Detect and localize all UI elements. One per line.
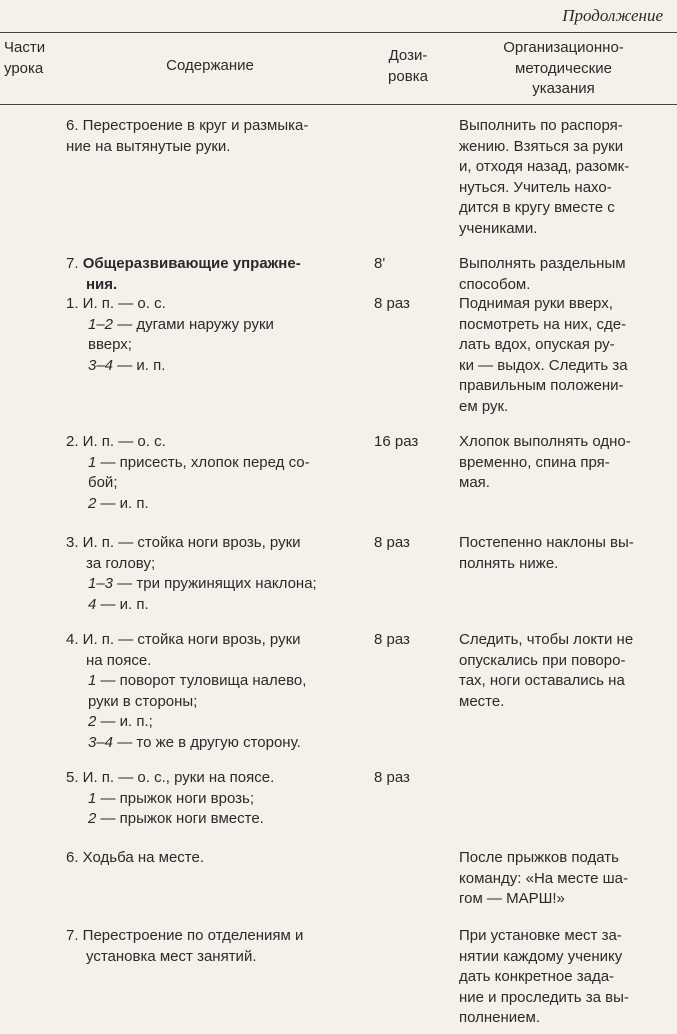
note-line: команду: «На месте ша-: [459, 869, 629, 887]
step-text: — то же в другую сторону.: [113, 733, 301, 751]
note-line: тах, ноги оставались на: [459, 672, 625, 689]
step-number: 1: [88, 789, 97, 807]
row-dose: [374, 254, 444, 275]
header-line: Организационно-: [503, 39, 624, 56]
note-line: ние и проследить за вы-: [459, 988, 629, 1006]
content-line: 3. И. п. — стойка ноги врозь, руки: [66, 534, 301, 551]
content-step: [66, 356, 356, 377]
step-number: 4: [88, 595, 97, 613]
dose-value: 8 раз: [374, 534, 410, 551]
content-step: [66, 809, 356, 830]
row-dose: [374, 432, 444, 453]
header-line: указания: [532, 80, 595, 97]
content-step: [66, 315, 356, 336]
row-dose: [374, 533, 444, 554]
content-step: [66, 671, 356, 692]
step-text: бой;: [88, 474, 118, 491]
content-line: на поясе.: [86, 651, 152, 669]
row-content: [66, 432, 356, 514]
note-line: и, отходя назад, разомк-: [459, 158, 630, 175]
content-step: [66, 595, 356, 616]
note-line: нятии каждому ученику: [459, 947, 623, 965]
row-content: [66, 533, 356, 615]
row-content: [66, 254, 356, 295]
note-line: учениками.: [459, 219, 538, 237]
step-text: — дугами наружу руки: [113, 315, 274, 333]
content-line: за голову;: [86, 554, 156, 572]
row-notes: [459, 533, 663, 574]
note-line: Выполнять раздельным: [459, 255, 626, 272]
header-dosage: [372, 46, 444, 87]
note-line: дится в кругу вместе с: [459, 199, 615, 216]
content-step: [66, 712, 356, 733]
row-notes: [459, 630, 663, 712]
note-line: гом — МАРШ!»: [459, 890, 565, 907]
step-text: — прыжок ноги вместе.: [96, 810, 264, 827]
note-line: При установке мест за-: [459, 927, 622, 944]
step-text: — поворот туловища налево,: [96, 672, 307, 689]
note-line: мая.: [459, 474, 490, 491]
row-notes: [459, 926, 663, 1029]
section-title: Общеразвивающие упражне-: [82, 255, 301, 272]
dose-value: 8': [374, 255, 386, 272]
note-line: дать конкретное зада-: [459, 968, 615, 985]
dose-value: 8 раз: [374, 295, 410, 312]
step-number: 3–4: [88, 356, 114, 374]
step-number: 1: [88, 453, 97, 471]
note-line: Постепенно наклоны вы-: [459, 534, 634, 551]
note-line: нуться. Учитель нахо-: [459, 178, 612, 196]
content-line: 1. И. п. — о. с.: [66, 295, 166, 312]
header-line: Дози-: [388, 47, 428, 64]
dose-value: 16 раз: [374, 433, 419, 450]
header-line: методические: [515, 59, 612, 77]
content-line: 7. Перестроение по отделениям и: [66, 927, 304, 944]
step-text: — и. п.: [96, 595, 149, 613]
note-line: лать вдох, опуская ру-: [459, 336, 615, 353]
step-text: — прыжок ноги врозь;: [96, 789, 255, 807]
step-number: 1–3: [88, 575, 114, 592]
content-line: 6. Перестроение в круг и размыка-: [66, 117, 309, 134]
row-dose: [374, 630, 444, 651]
note-line: Хлопок выполнять одно-: [459, 433, 631, 450]
section-title-cont: ния.: [86, 275, 118, 293]
step-text: руки в стороны;: [88, 692, 198, 710]
content-line: 5. И. п. — о. с., руки на поясе.: [66, 769, 275, 786]
table-top-rule: [0, 32, 677, 33]
note-line: временно, спина пря-: [459, 453, 610, 471]
note-line: опускались при поворо-: [459, 651, 626, 669]
row-dose: [374, 768, 444, 789]
row-content: [66, 116, 356, 157]
note-line: ки — выдох. Следить за: [459, 356, 628, 374]
header-guidelines: [456, 38, 671, 100]
header-line: урока: [4, 59, 44, 77]
content-step: [66, 733, 356, 754]
continued-label: Продолжение: [562, 6, 663, 25]
note-line: правильным положени-: [459, 377, 624, 394]
step-number: 1: [88, 672, 97, 689]
content-step: [66, 494, 356, 515]
note-line: способом.: [459, 275, 531, 293]
header-bottom-rule: [0, 104, 677, 105]
content-line: установка мест занятий.: [86, 947, 257, 965]
note-line: полнять ниже.: [459, 554, 559, 572]
row-dose: [374, 294, 444, 315]
note-line: посмотреть на них, сде-: [459, 315, 627, 333]
step-number: 2: [88, 713, 97, 730]
note-line: После прыжков подать: [459, 849, 619, 866]
step-text: — и. п.: [96, 494, 149, 512]
row-content: [66, 848, 356, 869]
row-notes: [459, 294, 663, 417]
header-line: ровка: [388, 67, 428, 85]
content-step: [66, 473, 356, 494]
note-line: Поднимая руки вверх,: [459, 295, 613, 312]
note-line: Следить, чтобы локти не: [459, 631, 634, 648]
header-line: Части: [4, 39, 46, 56]
content-step: [66, 453, 356, 474]
step-number: 2: [88, 494, 97, 512]
row-content: [66, 768, 356, 830]
step-number: 1–2: [88, 315, 114, 333]
note-line: Выполнить по распоря-: [459, 117, 623, 134]
step-number: 3–4: [88, 733, 114, 751]
step-text: — три пружинящих наклона;: [113, 575, 317, 592]
step-text: — и. п.: [113, 356, 166, 374]
dose-value: 8 раз: [374, 769, 410, 786]
row-notes: [459, 848, 663, 910]
content-line: 6. Ходьба на месте.: [66, 849, 205, 866]
header-content: Содержание: [166, 57, 254, 74]
content-line: 2. И. п. — о. с.: [66, 433, 166, 450]
row-content: [66, 630, 356, 753]
note-line: месте.: [459, 692, 505, 710]
content-step: [66, 574, 356, 595]
content-step: [66, 692, 356, 713]
dose-value: 8 раз: [374, 631, 410, 648]
header-lesson-parts: [4, 38, 58, 79]
content-line: ние на вытянутые руки.: [66, 137, 231, 155]
note-line: полнением.: [459, 1009, 540, 1026]
content-line: [66, 275, 356, 296]
content-line: 4. И. п. — стойка ноги врозь, руки: [66, 631, 301, 648]
content-step: [66, 789, 356, 810]
note-line: ем рук.: [459, 397, 509, 415]
row-content: [66, 294, 356, 376]
content-line: 7. Общеразвивающие упражне-: [66, 255, 301, 272]
row-notes: [459, 432, 663, 494]
content-step: [66, 335, 356, 356]
step-text: — присесть, хлопок перед со-: [96, 453, 310, 471]
row-notes: [459, 254, 663, 295]
note-line: жению. Взяться за руки: [459, 137, 624, 155]
step-number: 2: [88, 810, 97, 827]
row-notes: [459, 116, 663, 239]
step-text: — и. п.;: [96, 713, 153, 730]
row-content: [66, 926, 356, 967]
step-text: вверх;: [88, 336, 132, 353]
